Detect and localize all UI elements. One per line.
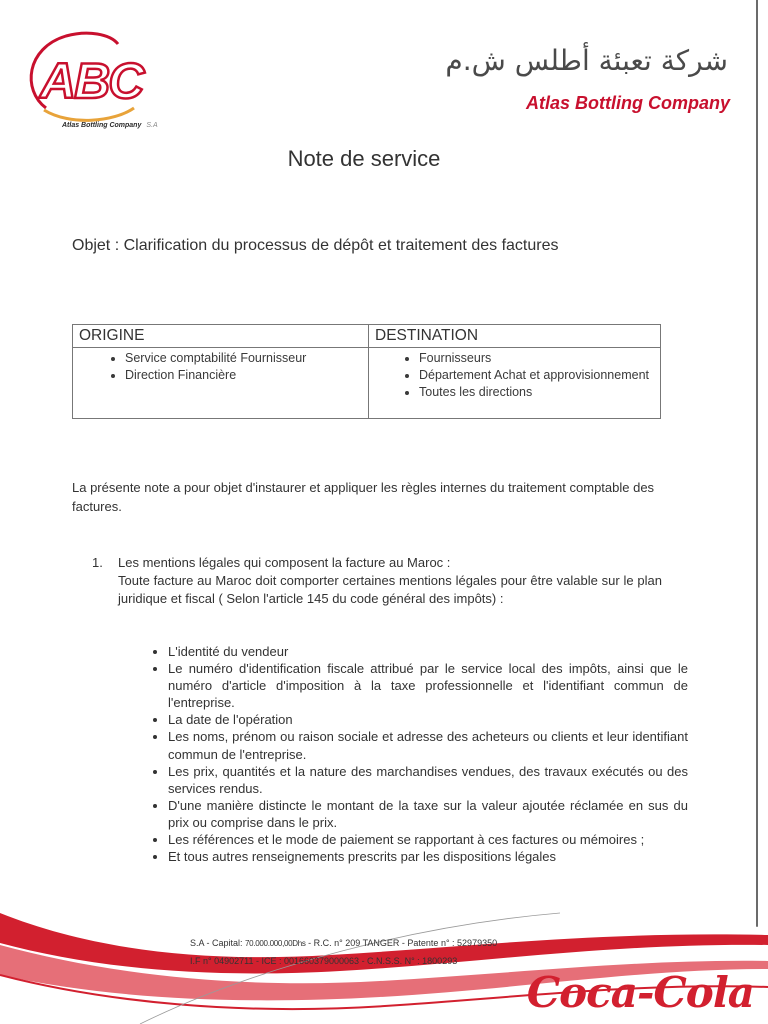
page-edge <box>756 0 758 1024</box>
list-item: • Les noms, prénom ou raison sociale et adresse des acheteurs ou clients et leur identifiant commun de l'entreprise. <box>168 728 688 762</box>
legal-mentions-list <box>142 643 688 865</box>
section-body: Toute facture au Maroc doit comporter certaines mentions légales pour être valable sur le plan juridique et fiscal ( Selon l'article 145 du code général des impôts) : <box>118 573 662 606</box>
list-item: • Département Achat et approvisionnement <box>419 367 654 384</box>
list-item: • Le numéro d'identification fiscale attribué par le service local des impôts, ainsi que le numéro d'article d'imposition à la taxe professionnelle et l'identifiant commun de l'entreprise. <box>168 660 688 711</box>
list-item: • D'une manière distincte le montant de la taxe sur la valeur ajoutée réclamée en sus du prix ou comprise dans le prix. <box>168 797 688 831</box>
logo-wordmark: ABC <box>40 53 143 109</box>
document-title: Note de service <box>287 146 441 171</box>
coca-cola-logo: Coca-Cola <box>526 968 754 1017</box>
intro-paragraph: La présente note a pour objet d'instaurer et appliquer les règles internes du traitement comptable des factures. <box>72 480 655 514</box>
logo-subtitle: Atlas Bottling Company S.A <box>62 122 158 129</box>
section-title: Les mentions légales qui composent la facture au Maroc : <box>118 555 451 570</box>
routing-table <box>72 324 661 419</box>
list-item: • Service comptabilité Fournisseur <box>125 350 362 367</box>
list-item: • Les références et le mode de paiement se rapportant à ces factures ou mémoires ; <box>168 831 688 848</box>
footer-legal-line-1: S.A - Capital: 70.000.000,00Dhs - R.C. n° 209 TANGER - Patente n° : 52979350 <box>190 938 498 948</box>
list-item: • Direction Financière <box>125 367 362 384</box>
origin-cell <box>73 348 369 419</box>
destination-cell <box>369 348 661 419</box>
destination-header: DESTINATION <box>369 325 661 348</box>
list-item: • Et tous autres renseignements prescrits par les dispositions légales <box>168 848 688 865</box>
list-item: • Toutes les directions <box>419 384 654 401</box>
list-item: • L'identité du vendeur <box>168 643 688 660</box>
abc-logo <box>18 26 168 129</box>
company-name-arabic: شركة تعبئة أطلس ش.م <box>445 44 728 77</box>
section-number: 1. <box>92 555 103 570</box>
document-subject: Objet : Clarification du processus de dépôt et traitement des factures <box>72 237 559 254</box>
origin-header: ORIGINE <box>73 325 369 348</box>
list-item: • Fournisseurs <box>419 350 654 367</box>
list-item: • Les prix, quantités et la nature des marchandises vendues, des travaux exécutés ou des services rendus. <box>168 763 688 797</box>
company-name: Atlas Bottling Company <box>525 93 730 113</box>
footer-legal-line-2: I.F n° 04902711 - ICE : 001660379000063 - C.N.S.S. N° : 1800293 <box>190 956 458 966</box>
list-item: • La date de l'opération <box>168 711 688 728</box>
